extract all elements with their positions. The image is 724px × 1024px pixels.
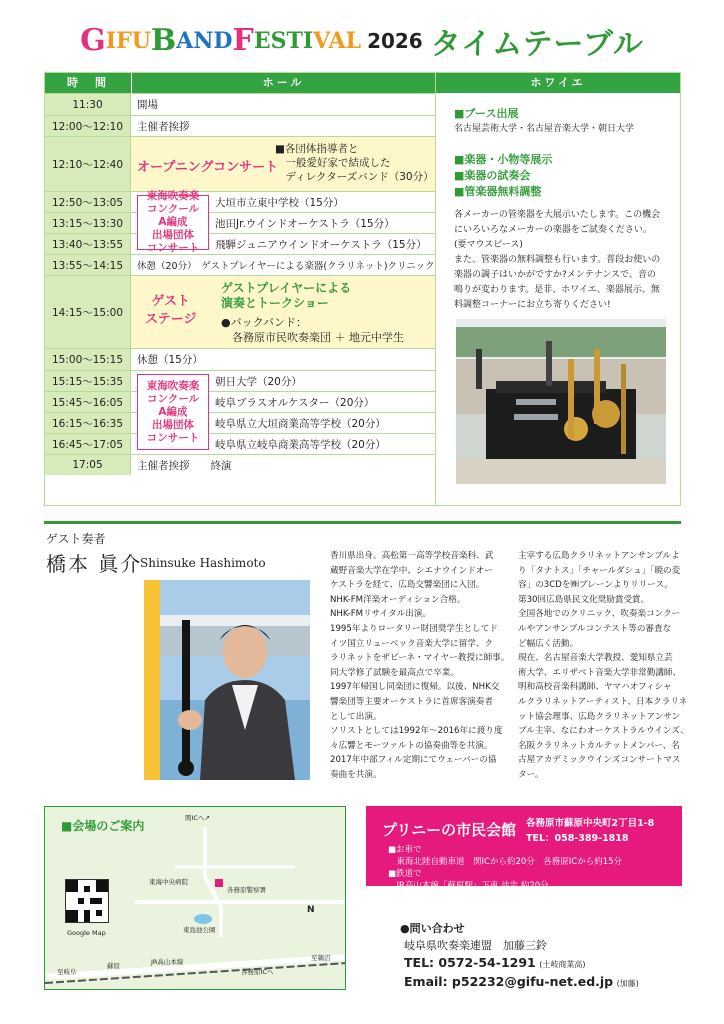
row-hall: 岐阜県立岐阜商業高等学校（20分） <box>215 438 386 451</box>
contest-label-line: 東海吹奏楽 <box>146 379 200 392</box>
guest-stage-label-line: ゲスト <box>151 294 190 309</box>
access-line: ■お車で <box>388 845 422 855</box>
foyer-item: ■楽器の試奏会 <box>454 169 531 182</box>
qr-code-icon[interactable] <box>65 879 109 923</box>
guest-stage-label <box>145 293 196 329</box>
logo-letters: G <box>80 23 106 58</box>
contest-label <box>137 374 209 450</box>
timetable-row <box>45 233 435 254</box>
map-label-google: Google Map <box>67 929 106 937</box>
guest-name-en: Shinsuke Hashimoto <box>140 556 266 570</box>
venue-name: プリニーの市民会館 <box>382 821 517 839</box>
map-label-unuma: 至鵜沼 <box>311 954 331 962</box>
timetable <box>44 72 681 506</box>
timetable-row <box>45 370 435 391</box>
row-time: 16:45～17:05 <box>45 434 131 454</box>
foyer-item: ■楽器・小物等展示 <box>454 153 553 166</box>
row-time: 17:05 <box>45 455 131 475</box>
map-label-ic-south: 各務原ICへ <box>241 968 274 976</box>
row-time: 14:15～15:00 <box>45 276 131 348</box>
foyer-column <box>436 94 680 505</box>
guest-bio-col1: 香川県出身。高松第一高等学校音楽科、武 蔵野音楽大学在学中、シエナウインドオー ケストラを経て、広島交響楽団に入団。 NHK-FM洋楽オーディション合格。 NHK-FMリサイタル出演。 1995年よりロータリー財団奨学生としてド イツ国立リューベック音楽大学に留学、ク ラリネットをザビーネ・マイヤー教授に師事。 同大学修了試験を最高点で卒業。 1997年帰国し同楽団に復帰。以後、NHK交 響楽団等主要オーケストラに首席客演奏者 として出演。 ソリストとしては1992年～2016年に渡り度 々広響とモーツァルトの協奏曲等を共演。 2017年中部フィル定期にてウェーバーの協 奏曲を共演。 <box>330 551 510 780</box>
row-time: 11:30 <box>45 94 131 115</box>
festival-logo <box>80 23 362 58</box>
map-label-park: 東島池公園 <box>183 926 216 934</box>
map-label-sohara: 蘇原 <box>107 962 120 970</box>
row-hall: 池田Jr.ウインドオーケストラ（15分） <box>215 217 395 230</box>
logo-letters: IFU <box>105 28 151 54</box>
timetable-row <box>45 433 435 454</box>
section-divider <box>44 521 681 524</box>
inquiry-org: 岐阜県吹奏楽連盟 加藤三鈴 <box>404 939 547 952</box>
map-label-police: 各務原警察署 <box>227 886 266 894</box>
row-hall: 飛騨ジュニアウインドオーケストラ（15分） <box>215 238 427 251</box>
timetable-row <box>45 115 435 136</box>
foyer-desc-line: 鳴りが変わります。是非、ホワイエ、楽器展示、無 <box>454 285 660 295</box>
back-band-line: ●バックバンド： <box>221 316 307 329</box>
map-label-jr: JR高山本線 <box>151 958 184 966</box>
back-band <box>221 315 404 345</box>
logo-letters: AND <box>176 28 233 54</box>
timetable-row <box>45 454 435 475</box>
row-time: 15:00～15:15 <box>45 349 131 370</box>
col-header-foyer: ホワイエ <box>436 73 680 93</box>
timetable-row <box>45 254 435 275</box>
access-line: 東海北陸自動車道 関ICから約20分 各務原ICから約15分 <box>388 857 623 867</box>
row-hall: 朝日大学（20分） <box>215 375 302 388</box>
contest-label-line: A編成 <box>158 216 188 228</box>
guest-label: ゲスト奏者 <box>46 532 106 546</box>
inquiry-title: ●問い合わせ <box>400 922 465 935</box>
map-title: ■会場のご案内 <box>61 819 145 833</box>
row-time: 12:50～13:05 <box>45 192 131 212</box>
venue-map <box>44 806 346 990</box>
venue-tel: TEL：058-389-1818 <box>526 833 629 844</box>
guest-photo <box>160 580 310 780</box>
row-time: 12:10～12:40 <box>45 137 131 191</box>
festival-year: 2026 <box>367 29 423 53</box>
inquiry-email[interactable]: Email: p52232@gifu-net.ed.jp <box>404 974 614 989</box>
access-line: ■鉄道で <box>388 869 422 879</box>
foyer-desc-line: また、管楽器の無料調整も行います。普段お使いの <box>454 255 661 265</box>
row-hall: 岐阜県立大垣商業高等学校（20分） <box>215 417 386 430</box>
row-hall: 休憩（15分） <box>137 354 203 366</box>
row-hall: 岐阜ブラスオルケスター（20分） <box>215 396 375 409</box>
contest-label-line: コンクール <box>146 203 200 215</box>
row-time: 12:00～12:10 <box>45 116 131 136</box>
row-time: 13:55～14:15 <box>45 255 131 275</box>
opening-concert-desc-line: 一般愛好家で結成した <box>275 157 391 169</box>
timetable-row <box>45 93 435 115</box>
timetable-row <box>45 348 435 370</box>
row-hall: 主催者挨拶 <box>137 120 190 133</box>
row-hall: 大垣市立東中学校（15分） <box>215 196 344 209</box>
map-label-ic-north: 関ICへ↗ <box>185 814 210 822</box>
inquiry-email-note: (加藤) <box>616 979 639 988</box>
foyer-desc-line: 各メーカーの管楽器を大展示いたします。この機会 <box>454 210 661 220</box>
logo-letters: VAL <box>313 28 362 54</box>
row-time: 16:15～16:35 <box>45 413 131 433</box>
row-time: 13:15～13:30 <box>45 213 131 233</box>
opening-concert-desc-line: ディレクターズバンド（30分） <box>275 171 434 183</box>
timetable-row <box>45 191 435 212</box>
back-band-line: 各務原市民吹奏楽団 ＋ 地元中学生 <box>221 331 404 344</box>
contest-label-line: コンサート <box>146 242 200 254</box>
row-hall: 主催者挨拶 終演 <box>137 459 232 472</box>
access-line: JR高山本線「蘇原駅」下車 徒歩 約20分 <box>388 881 549 891</box>
booth-text: 名古屋芸術大学・名古屋音楽大学・朝日大学 <box>454 124 635 134</box>
row-time: 13:40～13:55 <box>45 234 131 254</box>
logo-letters: F <box>232 23 254 58</box>
map-label-gifu: 至岐阜 <box>57 968 77 976</box>
foyer-desc-line: にいろいろなメーカーの楽器をご試奏ください。 <box>454 225 652 235</box>
timetable-row <box>45 412 435 433</box>
opening-concert-desc-line: ■各団体指導者と <box>275 143 359 155</box>
venue-info-box <box>366 806 682 891</box>
contest-label-line: 出場団体 <box>152 418 194 431</box>
inquiry-block <box>400 920 639 992</box>
venue-address-block <box>526 816 654 846</box>
inquiry-tel-note: (土岐商業高) <box>539 960 586 969</box>
guest-stage-title-line: ゲストプレイヤーによる <box>221 281 352 295</box>
col-header-time: 時 間 <box>45 73 131 93</box>
row-hall: 休憩（20分） ゲストプレイヤーによる楽器(クラリネット)クリニック <box>137 261 435 272</box>
guest-stage-label-line: ステージ <box>145 312 197 327</box>
guest-bio-col2: 主宰する広島クラリネットアンサンブルよ り「タナトス」「チャールダシュ」「暁の変 容」の3CDを㈱ブレーンよりリリース。 第30回広島県民文化奨励賞受賞。 全国各地でのクリニック、吹奏楽コンクー ルやアンサンブルコンテスト等の審査な ど幅広く活動。 現在、名古屋音楽大学教授、愛知県立芸 術大学、エリザベト音楽大学非常勤講師、 明和高校音楽科講師、ヤマハオフィシャ ルクラリネットアーティスト、日本クラリネ ット協会理事、広島クラリネットアンサン ブル主宰、なにわオーケストラルウインズ、 名阪クラリネットカルテットメンバー、名 古屋アカデミックウインズコンサートマス ター。 <box>518 551 689 780</box>
logo-letters: ESTI <box>253 28 314 54</box>
foyer-item: ■管楽器無料調整 <box>454 185 542 198</box>
foyer-desc-line: (要マウスピース) <box>454 240 523 250</box>
contest-label-line: コンクール <box>146 392 200 405</box>
contest-label-line: 出場団体 <box>152 229 194 241</box>
opening-concert-label: オープニングコンサート <box>137 160 279 175</box>
row-time: 15:45～16:05 <box>45 392 131 412</box>
timetable-row <box>45 391 435 412</box>
guest-stage-title-line: 演奏とトークショー <box>221 296 329 310</box>
venue-address: 各務原市蘇原中央町2丁目1-8 <box>526 818 655 829</box>
col-header-hall: ホール <box>132 73 435 93</box>
guest-name-jp: 橋本 眞介 <box>46 552 143 576</box>
logo-letters: B <box>150 23 177 58</box>
map-label-hospital: 東海中央病院 <box>149 878 188 886</box>
instrument-display-photo <box>456 319 666 484</box>
contest-label-line: コンサート <box>146 431 200 444</box>
page-title: タイムテーブル <box>430 27 644 62</box>
guest-stage-title <box>221 281 351 311</box>
page-header <box>0 18 724 64</box>
foyer-desc-line: 料調整コーナーにお立ち寄りください! <box>454 300 611 310</box>
foyer-desc-line: 楽器の調子はいかがですか?メンテナンスで、音の <box>454 270 656 280</box>
opening-concert-desc <box>275 142 434 184</box>
timetable-row <box>45 212 435 233</box>
north-arrow-icon: N <box>307 905 315 915</box>
row-hall: 開場 <box>137 99 158 111</box>
contest-label <box>137 190 209 254</box>
inquiry-tel[interactable]: TEL: 0572-54-1291 <box>404 955 536 970</box>
contest-label-line: 東海吹奏楽 <box>146 190 200 202</box>
contest-label-line: A編成 <box>158 405 188 418</box>
row-time: 15:15～15:35 <box>45 371 131 391</box>
booth-title: ■ブース出展 <box>454 107 519 120</box>
